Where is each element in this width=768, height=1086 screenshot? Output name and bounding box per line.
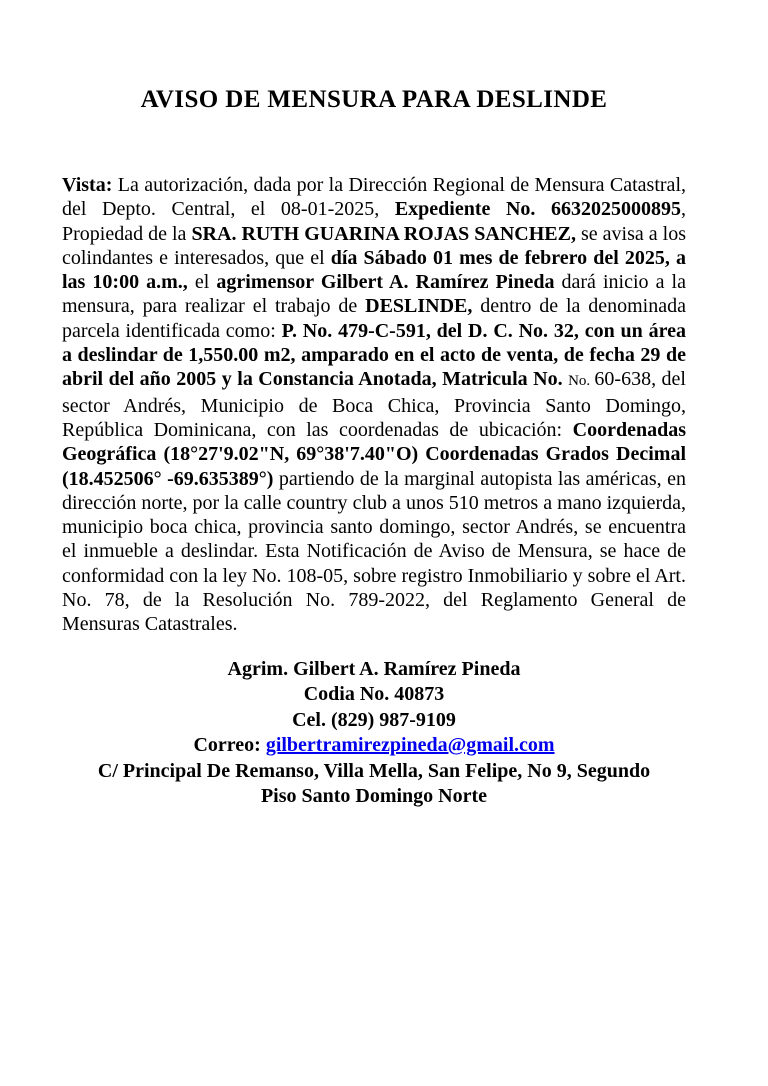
signature-block xyxy=(62,657,686,810)
surveyor-name: Agrim. Gilbert A. Ramírez Pineda xyxy=(227,657,521,680)
notice-text-segment: partiendo de la marginal autopista las américas, en dirección norte, por la calle country club a unos 510 metros a mano izquierda, municipio boca chica, provincia santo domingo, sector Andrés, se encuentra el inmueble a deslindar. Esta Notificación de Aviso de Mensura, se hace de conformidad con la ley No. 108-05, sobre registro Inmobiliario y sobre el Art. No. 78, de la Resolución No. 789-2022, del Reglamento General de Mensuras Catastrales. xyxy=(62,467,686,636)
notice-paragraph xyxy=(62,173,686,637)
address-line-2: Piso Santo Domingo Norte xyxy=(260,785,488,808)
notice-text-segment: agrimensor Gilbert A. Ramírez Pineda xyxy=(216,271,555,294)
page-title: AVISO DE MENSURA PARA DESLINDE xyxy=(140,86,608,113)
notice-text-segment: DESLINDE, xyxy=(365,295,473,318)
email-label: Correo: xyxy=(193,734,266,757)
notice-text-segment: Expediente No. 6632025000895 xyxy=(394,198,682,221)
email-link[interactable]: gilbertramirezpineda@gmail.com xyxy=(265,734,555,757)
notice-text-segment: P. No. 479-C-591, del D. C. No. 32, con un área a deslindar de 1,550.00 m2, amparado en el acto de venta, de fecha 29 de abril del año 2005 y la Constancia Anotada, Matricula No. xyxy=(62,319,686,391)
notice-text-segment: Coordenadas Geográfica (18°27'9.02"N, 69°38'7.40"O) Coordenadas Grados Decimal (18.452506° -69.635389°) xyxy=(62,418,686,490)
notice-text-segment: SRA. RUTH GUARINA ROJAS SANCHEZ, xyxy=(191,222,576,245)
notice-text-segment: dentro de la denominada parcela identificada como: xyxy=(62,295,686,342)
notice-text-segment: No. xyxy=(568,373,595,390)
phone-number: Cel. (829) 987-9109 xyxy=(292,708,456,731)
address-line-1: C/ Principal De Remanso, Villa Mella, San Felipe, No 9, Segundo xyxy=(97,759,651,782)
codia-number: Codia No. 40873 xyxy=(303,683,445,706)
notice-text-segment: Vista: xyxy=(62,174,113,196)
notice-text-segment: dará inicio a la mensura, para realizar el trabajo de xyxy=(62,271,686,318)
notice-text-segment: el xyxy=(187,271,217,294)
notice-text-segment: La autorización, dada por la Dirección Regional de Mensura Catastral, del Depto. Central, el 08-01-2025, xyxy=(62,174,686,221)
notice-text-segment: , Propiedad de la xyxy=(62,198,687,245)
notice-text-segment: día Sábado 01 mes de febrero del 2025, a las 10:00 a.m., xyxy=(62,246,686,294)
notice-text-segment: 60-638, del sector Andrés, Municipio de Boca Chica, Provincia Santo Domingo, República Dominicana, con las coordenadas de ubicación: xyxy=(62,368,686,441)
notice-text-segment: se avisa a los colindantes e interesados, que el xyxy=(62,222,686,269)
email-line xyxy=(62,733,686,759)
